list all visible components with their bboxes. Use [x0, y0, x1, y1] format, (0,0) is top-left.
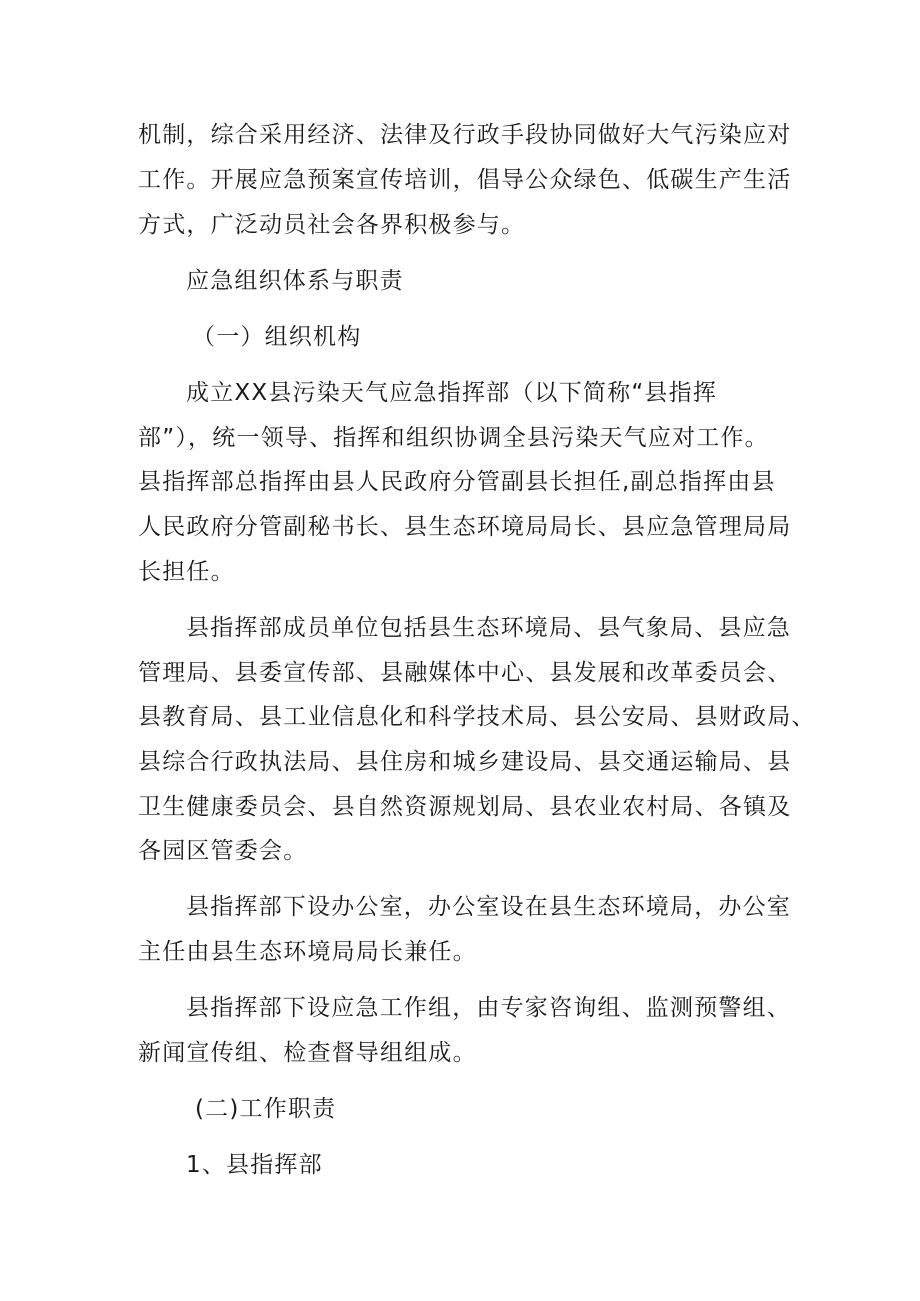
text-line: 卫生健康委员会、县自然资源规划局、县农业农村局、各镇及: [138, 794, 792, 820]
text-line: 县教育局、县工业信息化和科学技术局、县公安局、县财政局、: [138, 704, 816, 730]
subsection-heading: (二)工作职责: [195, 1096, 337, 1122]
text-line: 长担任。: [138, 559, 235, 585]
subsection-heading: （一）组织机构: [192, 324, 362, 350]
text-line: 各园区管委会。: [138, 838, 308, 864]
text-line: 工作。开展应急预案宣传培训，倡导公众绿色、低碳生产生活: [138, 167, 792, 193]
text-line: 部”），统一领导、指挥和组织协调全县污染天气应对工作。: [138, 425, 769, 451]
text-line: 机制，综合采用经济、法律及行政手段协同做好大气污染应对: [138, 122, 792, 148]
text-line: 新闻宣传组、检查督导组组成。: [138, 1040, 477, 1066]
text-line: 管理局、县委宣传部、县融媒体中心、县发展和改革委员会、: [138, 660, 792, 686]
text-line: 主任由县生态环境局局长兼任。: [138, 939, 477, 965]
text-line: 成立XX县污染天气应急指挥部（以下简称“县指挥: [186, 380, 718, 406]
text-line: 县指挥部下设办公室，办公室设在县生态环境局，办公室: [186, 894, 791, 920]
text-line: 县综合行政执法局、县住房和城乡建设局、县交通运输局、县: [138, 749, 792, 775]
section-heading: 应急组织体系与职责: [186, 268, 404, 294]
item-heading: 1、县指挥部: [186, 1152, 323, 1178]
text-line: 方式，广泛动员社会各界积极参与。: [138, 212, 526, 238]
text-line: 县指挥部总指挥由县人民政府分管副县长担任,副总指挥由县: [138, 469, 776, 495]
text-line: 人民政府分管副秘书长、县生态环境局局长、县应急管理局局: [138, 514, 792, 540]
text-line: 县指挥部成员单位包括县生态环境局、县气象局、县应急: [186, 615, 791, 641]
text-line: 县指挥部下设应急工作组，由专家咨询组、监测预警组、: [186, 995, 791, 1021]
